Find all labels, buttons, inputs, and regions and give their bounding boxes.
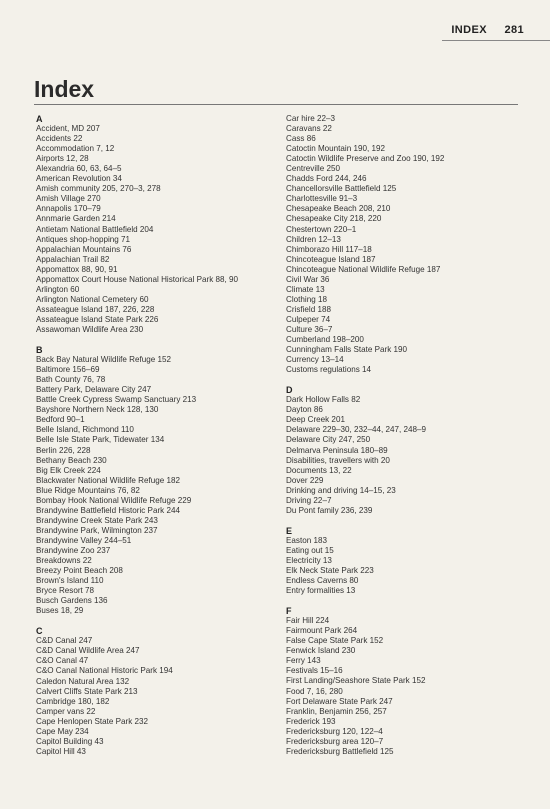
- running-head-rule: [442, 40, 550, 41]
- index-entry: Elk Neck State Park 223: [286, 566, 374, 576]
- index-entry: Amish Village 270: [36, 194, 101, 204]
- index-entry: Du Pont family 236, 239: [286, 505, 373, 515]
- index-entry: C&D Canal Wildlife Area 247: [36, 646, 140, 656]
- index-entry: Bath County 76, 78: [36, 375, 106, 385]
- index-entry: Capitol Hill 43: [36, 746, 86, 756]
- index-entry: Children 12–13: [286, 234, 341, 244]
- index-entry: Fairmount Park 264: [286, 626, 358, 636]
- running-head: [451, 24, 524, 36]
- index-entry: Catoctin Wildlife Preserve and Zoo 190, 192: [286, 154, 445, 164]
- index-entry: Arlington 60: [36, 284, 80, 294]
- index-entry: Endless Caverns 80: [286, 576, 359, 586]
- index-letter-heading: F: [286, 606, 292, 617]
- index-entry: Bedford 90–1: [36, 415, 85, 425]
- index-entry: Fredericksburg Battlefield 125: [286, 746, 394, 756]
- index-entry: Back Bay Natural Wildlife Refuge 152: [36, 355, 171, 365]
- index-group: [286, 385, 526, 516]
- index-group: [286, 606, 526, 757]
- index-entry: Entry formalities 13: [286, 586, 356, 596]
- index-entry: Car hire 22–3: [286, 114, 336, 123]
- index-group: [36, 345, 256, 616]
- index-entry: Accommodation 7, 12: [36, 144, 115, 154]
- index-entry: Drinking and driving 14–15, 23: [286, 485, 396, 495]
- index-entry: Driving 22–7: [286, 495, 332, 505]
- index-entry: Cunningham Falls State Park 190: [286, 345, 408, 355]
- index-entry: Antietam National Battlefield 204: [36, 224, 154, 234]
- index-entry: Assateague Island State Park 226: [36, 314, 159, 324]
- index-entry: Breakdowns 22: [36, 556, 92, 566]
- index-entry: Airports 12, 28: [36, 154, 89, 164]
- index-entry: Festivals 15–16: [286, 666, 343, 676]
- index-entry: Dover 229: [286, 475, 324, 485]
- index-entry: Caledon Natural Area 132: [36, 676, 130, 686]
- index-entry: Fort Delaware State Park 247: [286, 696, 393, 706]
- index-entry: Brandywine Park, Wilmington 237: [36, 525, 158, 535]
- index-entry: Fair Hill 224: [286, 616, 330, 626]
- index-entry: Deep Creek 201: [286, 415, 345, 425]
- index-group: [286, 114, 526, 375]
- index-entry: Belle Isle State Park, Tidewater 134: [36, 435, 165, 445]
- index-entry: Bethany Beach 230: [36, 455, 107, 465]
- index-entry: Chadds Ford 244, 246: [286, 174, 367, 184]
- index-entry: Accident, MD 207: [36, 124, 100, 134]
- index-entry: Battle Creek Cypress Swamp Sanctuary 213: [36, 395, 197, 405]
- index-entry: First Landing/Seashore State Park 152: [286, 676, 426, 686]
- index-entry: Chincoteague Island 187: [286, 254, 376, 264]
- index-entry: Appalachian Trail 82: [36, 254, 110, 264]
- index-entry: Delaware 229–30, 232–44, 247, 248–9: [286, 425, 426, 435]
- index-entry: Charlottesville 91–3: [286, 194, 358, 204]
- index-entry: Easton 183: [286, 535, 327, 545]
- index-entry: Electricity 13: [286, 555, 332, 565]
- index-entry: Cape Henlopen State Park 232: [36, 716, 149, 726]
- page-title: Index: [34, 76, 95, 102]
- index-entry: Cass 86: [286, 134, 316, 144]
- index-entry: Documents 13, 22: [286, 465, 352, 475]
- index-entry: Cumberland 198–200: [286, 335, 364, 345]
- index-entry: Brandywine Battlefield Historic Park 244: [36, 505, 180, 515]
- index-entry: Annapolis 170–79: [36, 204, 101, 214]
- index-letter-heading: C: [36, 626, 43, 637]
- index-entry: Amish community 205, 270–3, 278: [36, 184, 161, 194]
- index-group: [286, 526, 526, 596]
- index-entry: Chancellorsville Battlefield 125: [286, 184, 397, 194]
- index-letter-heading: A: [36, 114, 43, 124]
- index-entry: Disabilities, travellers with 20: [286, 455, 390, 465]
- index-entry: Antiques shop-hopping 71: [36, 234, 131, 244]
- index-entry: Belle Island, Richmond 110: [36, 425, 134, 435]
- index-entry: American Revolution 34: [36, 174, 122, 184]
- index-entry: Capitol Building 43: [36, 736, 104, 746]
- index-entry: Bayshore Northern Neck 128, 130: [36, 405, 159, 415]
- index-entry: Cambridge 180, 182: [36, 696, 110, 706]
- index-entry: Camper vans 22: [36, 706, 96, 716]
- index-entry: Dayton 86: [286, 405, 323, 415]
- index-entry: Brandywine Creek State Park 243: [36, 515, 158, 525]
- index-entry: Centreville 250: [286, 164, 340, 174]
- index-entry: Ferry 143: [286, 656, 321, 666]
- index-entry: Fenwick Island 230: [286, 646, 356, 656]
- index-entry: Culture 36–7: [286, 324, 333, 334]
- index-entry: Annmarie Garden 214: [36, 214, 116, 224]
- index-entry: Calvert Cliffs State Park 213: [36, 686, 138, 696]
- title-rule: [34, 104, 518, 105]
- index-entry: Appalachian Mountains 76: [36, 244, 132, 254]
- index-column-right: [286, 114, 526, 767]
- index-entry: Battery Park, Delaware City 247: [36, 385, 152, 395]
- index-entry: Crisfield 188: [286, 304, 331, 314]
- index-entry: Assawoman Wildlife Area 230: [36, 324, 144, 334]
- index-entry: C&D Canal 247: [36, 636, 93, 646]
- index-entry: Cape May 234: [36, 726, 89, 736]
- index-entry: C&O Canal 47: [36, 656, 89, 666]
- index-letter-heading: D: [286, 385, 293, 396]
- index-entry: Currency 13–14: [286, 355, 344, 365]
- page-number: 281: [504, 24, 524, 36]
- index-group: [36, 114, 256, 335]
- index-entry: Culpeper 74: [286, 314, 331, 324]
- index-entry: Chimborazo Hill 117–18: [286, 244, 372, 254]
- index-entry: Brown's Island 110: [36, 576, 104, 586]
- index-entry: Big Elk Creek 224: [36, 465, 101, 475]
- index-entry: Caravans 22: [286, 124, 332, 134]
- index-entry: Frederick 193: [286, 716, 336, 726]
- index-entry: Civil War 36: [286, 274, 330, 284]
- index-entry: Delmarva Peninsula 180–89: [286, 445, 388, 455]
- index-entry: Blue Ridge Mountains 76, 82: [36, 485, 140, 495]
- index-group: [36, 626, 256, 757]
- index-entry: Accidents 22: [36, 134, 83, 144]
- index-column-left: [36, 114, 256, 767]
- index-entry: Assateague Island 187, 226, 228: [36, 304, 155, 314]
- index-entry: C&O Canal National Historic Park 194: [36, 666, 173, 676]
- index-entry: Bryce Resort 78: [36, 586, 95, 596]
- running-head-section: INDEX: [451, 24, 487, 36]
- index-entry: Chesapeake Beach 208, 210: [286, 204, 391, 214]
- index-entry: Brandywine Valley 244–51: [36, 535, 132, 545]
- index-entry: Food 7, 16, 280: [286, 686, 343, 696]
- index-entry: Alexandria 60, 63, 64–5: [36, 164, 122, 174]
- index-entry: Clothing 18: [286, 294, 327, 304]
- index-letter-heading: B: [36, 345, 43, 356]
- index-entry: Chestertown 220–1: [286, 224, 357, 234]
- index-entry: Dark Hollow Falls 82: [286, 395, 361, 405]
- index-entry: False Cape State Park 152: [286, 636, 384, 646]
- index-entry: Busch Gardens 136: [36, 596, 108, 606]
- index-letter-heading: E: [286, 525, 293, 536]
- index-entry: Catoctin Mountain 190, 192: [286, 144, 385, 154]
- index-entry: Baltimore 156–69: [36, 365, 100, 375]
- index-entry: Fredericksburg 120, 122–4: [286, 726, 383, 736]
- index-entry: Fredericksburg area 120–7: [286, 736, 384, 746]
- index-entry: Franklin, Benjamin 256, 257: [286, 706, 387, 716]
- index-entry: Arlington National Cemetery 60: [36, 294, 149, 304]
- index-entry: Climate 13: [286, 284, 325, 294]
- index-entry: Chincoteague National Wildlife Refuge 187: [286, 264, 441, 274]
- index-entry: Eating out 15: [286, 545, 334, 555]
- index-entry: Appomattox Court House National Historical Park 88, 90: [36, 274, 238, 284]
- index-entry: Appomattox 88, 90, 91: [36, 264, 118, 274]
- index-entry: Berlin 226, 228: [36, 445, 91, 455]
- index-entry: Bombay Hook National Wildlife Refuge 229: [36, 495, 192, 505]
- index-entry: Brandywine Zoo 237: [36, 545, 111, 555]
- index-entry: Blackwater National Wildlife Refuge 182: [36, 475, 180, 485]
- index-entry: Breezy Point Beach 208: [36, 566, 123, 576]
- index-entry: Buses 18, 29: [36, 606, 84, 616]
- index-entry: Chesapeake City 218, 220: [286, 214, 382, 224]
- index-entry: Delaware City 247, 250: [286, 435, 371, 445]
- index-entry: Customs regulations 14: [286, 365, 372, 375]
